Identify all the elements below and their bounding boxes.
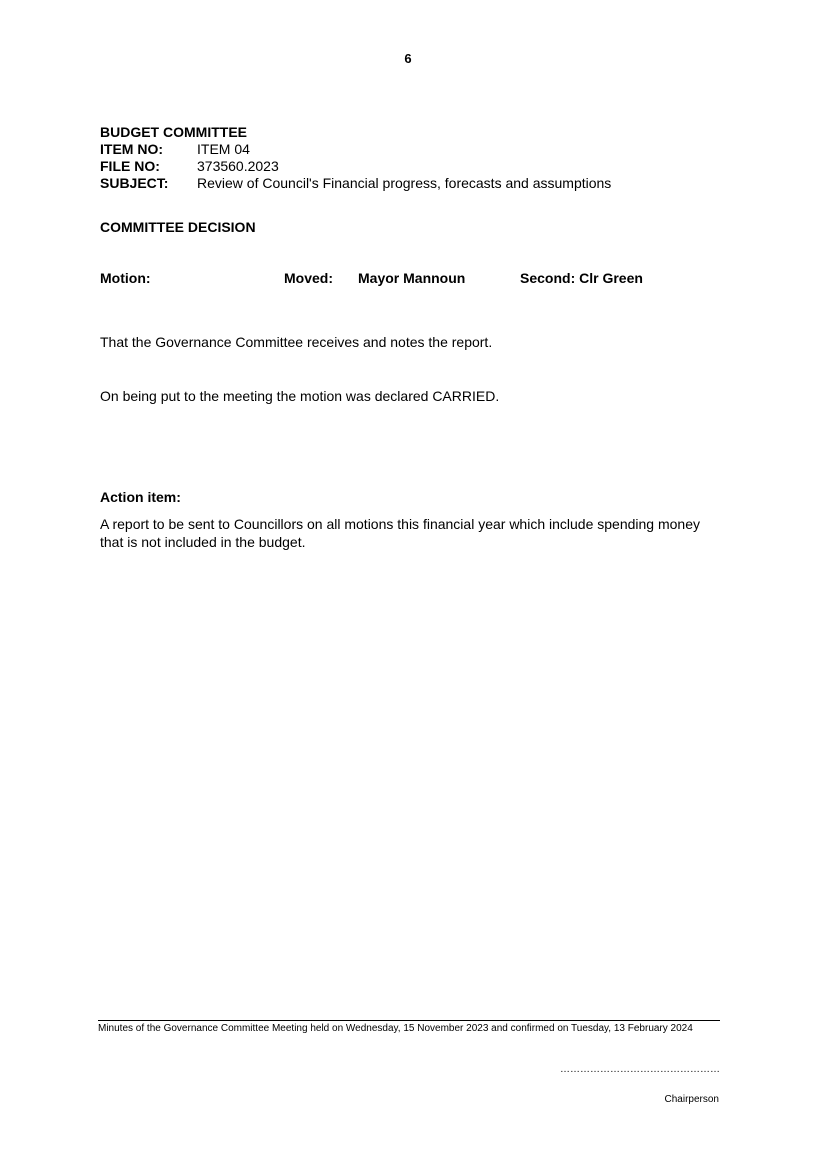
committee-name: BUDGET COMMITTEE <box>100 124 247 140</box>
subject-label: SUBJECT: <box>100 175 169 191</box>
seconder: Second: Clr Green <box>520 270 643 286</box>
motion-row <box>100 270 720 288</box>
file-no-label: FILE NO: <box>100 158 160 174</box>
subject-row <box>100 175 611 192</box>
minutes-footer: Minutes of the Governance Committee Meeting held on Wednesday, 15 November 2023 and confirmed on Tuesday, 13 February 2024 <box>98 1020 720 1035</box>
moved-label: Moved: <box>284 270 333 286</box>
page-number: 6 <box>404 51 412 66</box>
action-item-heading: Action item: <box>100 489 181 505</box>
action-item-text: A report to be sent to Councillors on all motions this financial year which include spending money that is not included in the budget. <box>100 516 700 550</box>
motion-label: Motion: <box>100 270 151 286</box>
file-no-row <box>100 158 611 175</box>
signatory-label: Chairperson <box>664 1094 719 1105</box>
committee-decision-heading: COMMITTEE DECISION <box>100 219 256 235</box>
subject-value: Review of Council's Financial progress, forecasts and assumptions <box>197 175 612 191</box>
item-no-label: ITEM NO: <box>100 141 163 157</box>
item-header <box>100 124 611 192</box>
signature-line: ………………………………………… <box>560 1064 720 1075</box>
item-no-row <box>100 141 611 158</box>
resolution-text: That the Governance Committee receives and notes the report. <box>100 334 493 350</box>
item-no-value: ITEM 04 <box>197 141 250 157</box>
outcome-text: On being put to the meeting the motion was declared CARRIED. <box>100 388 500 404</box>
moved-value: Mayor Mannoun <box>358 270 466 286</box>
file-no-value: 373560.2023 <box>197 158 279 174</box>
